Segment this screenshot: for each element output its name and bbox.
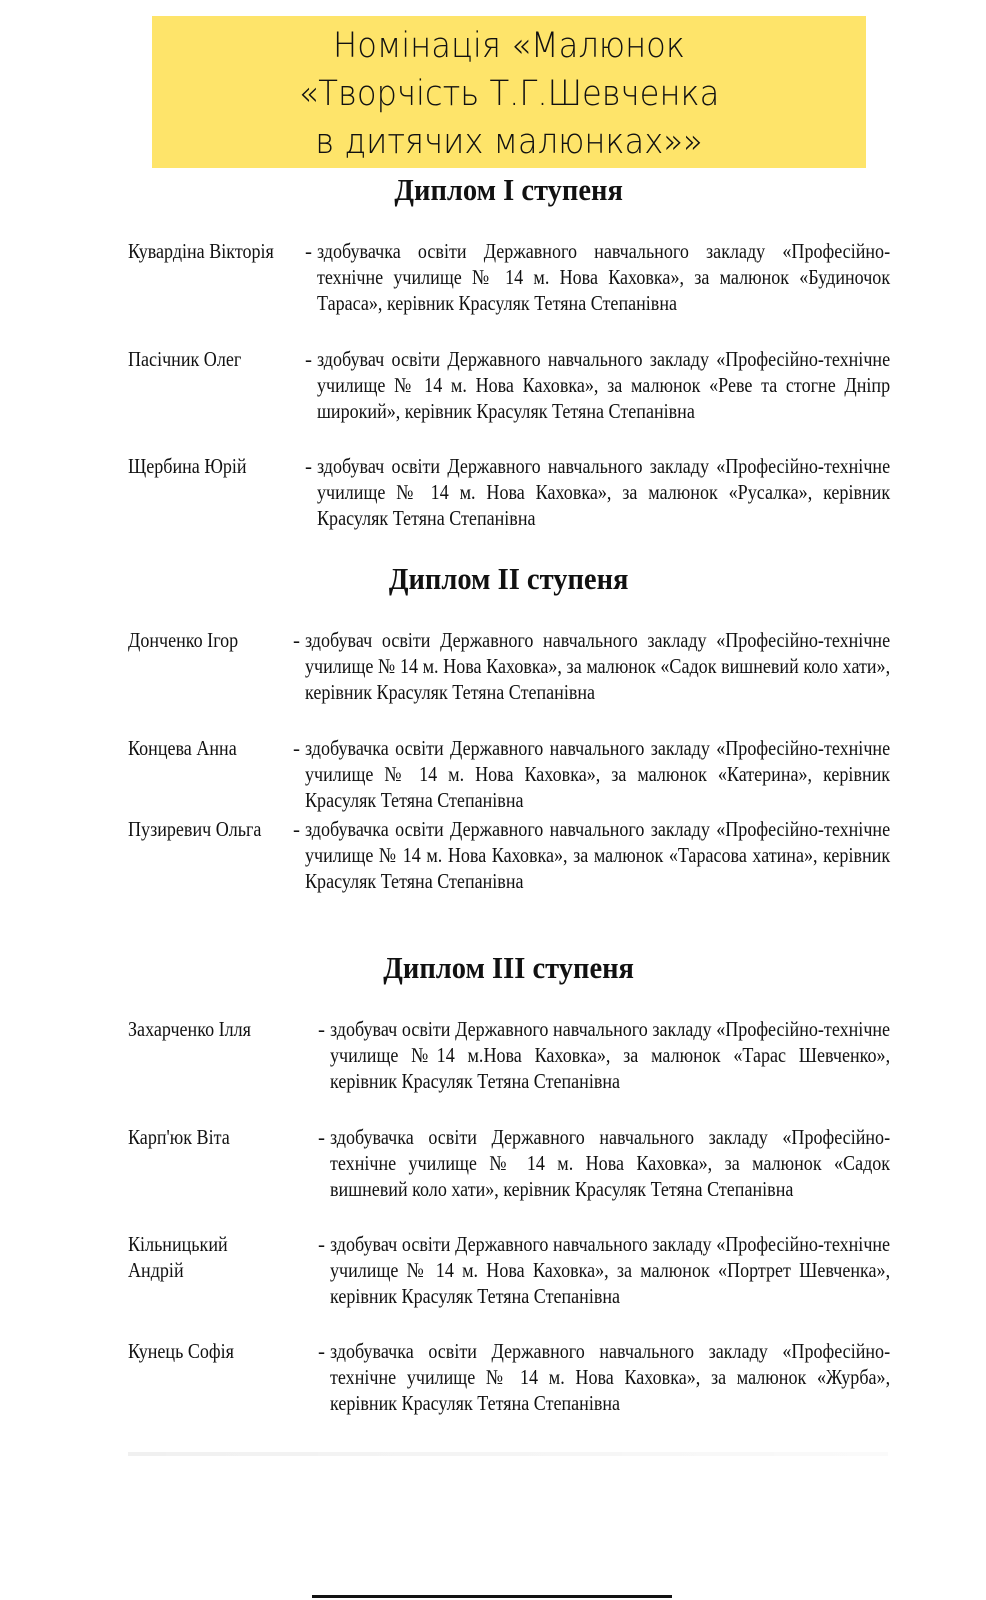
dash-separator: - (318, 1125, 325, 1149)
award-description: здобувач освіти Державного навчального закладу «Професійно-технічне училище № 14 м. Нова Каховка», за малюнок «Реве та стогне Дніпр широкий», керівник Красуляк Тетяна Степанівна (317, 347, 891, 423)
section-heading-diploma-1: Диплом І ступеня (394, 172, 623, 207)
winner-name: Кувардіна Вікторія (128, 239, 274, 263)
dash-separator: - (318, 1017, 325, 1041)
dash-separator: - (293, 736, 300, 760)
winner-name: Концева Анна (128, 736, 237, 760)
award-description: здобувачка освіти Державного навчального закладу «Професійно-технічне училище № 14 м. Нова Каховка», за малюнок «Будиночок Тараса», керівник Красуляк Тетяна Степанівна (317, 239, 891, 315)
dash-separator: - (305, 347, 312, 371)
award-entry (128, 1124, 890, 1228)
winner-name: Донченко Ігор (128, 628, 239, 652)
award-description: здобувач освіти Державного навчального закладу «Професійно-технічне училище № 14 м. Нова Каховка», за малюнок «Садок вишневий коло хати», керівник Красуляк Тетяна Степанівна (305, 628, 891, 704)
dash-separator: - (318, 1339, 325, 1363)
dash-separator: - (305, 454, 312, 478)
award-entry (128, 735, 890, 813)
award-description: здобувач освіти Державного навчального закладу «Професійно-технічне училище № 14 м. Нова Каховка», за малюнок «Русалка», керівник Красуляк Тетяна Степанівна (317, 454, 891, 530)
award-description: здобувач освіти Державного навчального закладу «Професійно-технічне училище № 14 м. Нова Каховка», за малюнок «Портрет Шевченка», керівник Красуляк Тетяна Степанівна (330, 1232, 891, 1308)
nomination-banner (152, 16, 866, 168)
award-description: здобувачка освіти Державного навчального закладу «Професійно-технічне училище № 14 м. Нова Каховка», за малюнок «Садок вишневий коло хати», керівник Красуляк Тетяна Степанівна (330, 1125, 891, 1201)
award-entry (128, 346, 890, 450)
winner-name: Кільницький Андрій (128, 1232, 228, 1282)
faint-scan-artifact (128, 1452, 888, 1456)
award-description: здобувачка освіти Державного навчального закладу «Професійно-технічне училище № 14 м. Нова Каховка», за малюнок «Тарасова хатина», керівник Красуляк Тетяна Степанівна (305, 817, 891, 893)
bottom-divider-line (312, 1595, 672, 1598)
award-entry (128, 816, 890, 920)
dash-separator: - (293, 817, 300, 841)
dash-separator: - (305, 239, 312, 263)
winner-name: Карп'юк Віта (128, 1125, 230, 1149)
winner-name: Кунець Софія (128, 1339, 234, 1363)
banner-title-line-1: Номінація «Малюнок (333, 26, 685, 66)
section-heading-diploma-3: Диплом ІІІ ступеня (383, 950, 634, 985)
award-entry (128, 238, 890, 342)
banner-title-line-3: в дитячих малюнках»» (315, 122, 703, 162)
banner-title-line-2: «Творчість Т.Г.Шевченка (298, 74, 720, 114)
award-description: здобувач освіти Державного навчального закладу «Професійно-технічне училище №14 м.Нова Каховка», за малюнок «Тарас Шевченко», керівник Красуляк Тетяна Степанівна (330, 1017, 891, 1093)
award-entry (128, 453, 890, 531)
section-heading-diploma-2: Диплом ІІ ступеня (388, 561, 629, 596)
dash-separator: - (318, 1232, 325, 1256)
award-entry (128, 1338, 890, 1442)
award-description: здобувачка освіти Державного навчального закладу «Професійно-технічне училище № 14 м. Нова Каховка», за малюнок «Катерина», керівник Красуляк Тетяна Степанівна (305, 736, 891, 812)
winner-name: Захарченко Ілля (128, 1017, 251, 1041)
winner-name: Пасічник Олег (128, 347, 242, 371)
award-description: здобувачка освіти Державного навчального закладу «Професійно-технічне училище № 14 м. Нова Каховка», за малюнок «Журба», керівник Красуляк Тетяна Степанівна (330, 1339, 891, 1415)
winner-name: Пузиревич Ольга (128, 817, 262, 841)
award-entry (128, 1231, 890, 1335)
winner-name: Щербина Юрій (128, 454, 247, 478)
dash-separator: - (293, 628, 300, 652)
award-entry (128, 1016, 890, 1120)
award-entry (128, 627, 890, 731)
